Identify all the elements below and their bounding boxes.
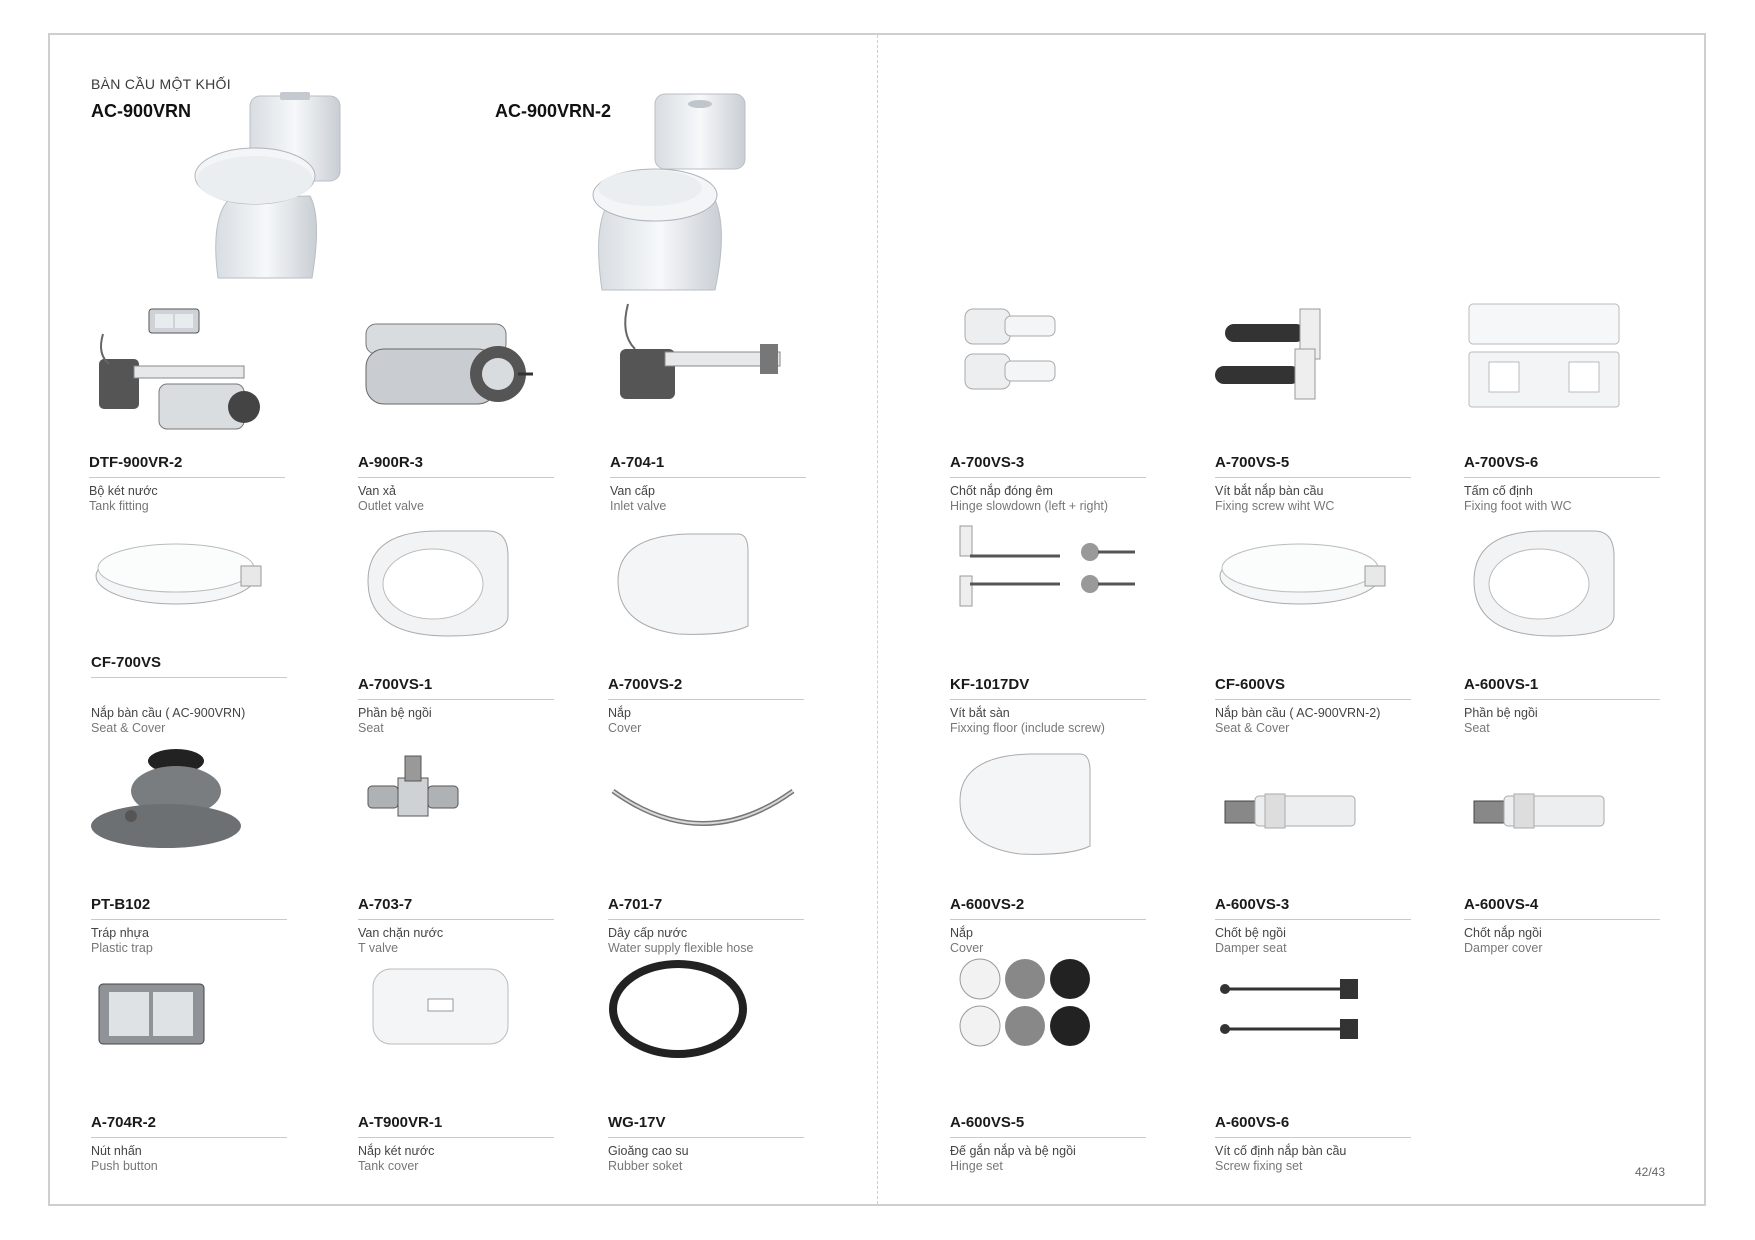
part-name-vi: Van chặn nước — [358, 926, 444, 940]
part-a-600vs-3 — [1215, 742, 1415, 955]
part-code: A-T900VR-1 — [358, 1114, 554, 1138]
part-name-vi: Vít cố định nắp bàn cầu — [1215, 1144, 1347, 1158]
part-a-t900vr-1 — [358, 960, 558, 1173]
rubber-gasket-icon — [608, 960, 808, 1108]
part-code: A-700VS-5 — [1215, 454, 1411, 478]
damper-icon — [1464, 742, 1664, 890]
series-title: BÀN CẦU MỘT KHỐI — [91, 76, 231, 92]
part-name-vi: Đế gắn nắp và bệ ngồi — [950, 1144, 1076, 1158]
part-name-en: Hinge set — [950, 1159, 1003, 1173]
part-name-en: Seat — [1464, 721, 1490, 735]
floor-screw-icon — [950, 522, 1150, 670]
screw-set-icon — [1215, 960, 1415, 1108]
part-a-700vs-6 — [1464, 300, 1664, 513]
part-name-vi: Vít bắt sàn — [950, 706, 1010, 720]
part-name-en: Screw fixing set — [1215, 1159, 1303, 1173]
part-code: A-704-1 — [610, 454, 806, 478]
tank-cover-icon — [358, 960, 558, 1108]
part-name-vi: Nắp bàn cầu ( AC-900VRN-2) — [1215, 706, 1381, 720]
page-number: 42/43 — [1635, 1165, 1666, 1179]
part-code: A-704R-2 — [91, 1114, 287, 1138]
outlet-valve-icon — [358, 300, 558, 448]
part-code: A-600VS-1 — [1464, 676, 1660, 700]
part-name-en: Rubber soket — [608, 1159, 683, 1173]
part-a-703-7 — [358, 742, 558, 955]
model-name-2: AC-900VRN-2 — [495, 101, 612, 121]
part-name-en: Damper seat — [1215, 941, 1287, 955]
part-a-600vs-1 — [1464, 522, 1664, 735]
part-name-en: Outlet valve — [358, 499, 425, 513]
plastic-trap-icon — [91, 742, 291, 890]
part-a-700vs-5 — [1215, 300, 1415, 513]
part-code: A-703-7 — [358, 896, 554, 920]
part-name-vi: Dây cấp nước — [608, 926, 688, 940]
part-cf-600vs — [1215, 522, 1415, 735]
part-code: CF-700VS — [91, 654, 287, 678]
part-a-700vs-1 — [358, 522, 558, 735]
part-kf-1017dv — [950, 522, 1150, 735]
part-name-en: Cover — [950, 941, 984, 955]
part-name-en: Tank cover — [358, 1159, 419, 1173]
part-code: A-600VS-2 — [950, 896, 1146, 920]
part-name-vi: Nắp két nước — [358, 1144, 435, 1158]
tank-fitting-icon — [89, 300, 289, 448]
push-button-icon — [91, 960, 291, 1108]
part-name-en: Water supply flexible hose — [608, 941, 754, 955]
part-name-vi: Vít bắt nắp bàn cầu — [1215, 484, 1324, 498]
part-name-en: Seat — [358, 721, 384, 735]
part-code: A-600VS-4 — [1464, 896, 1660, 920]
fixing-screw-icon — [1215, 300, 1415, 448]
part-code: A-600VS-6 — [1215, 1114, 1411, 1138]
part-name-en: Push button — [91, 1159, 158, 1173]
part-name-vi: Nút nhấn — [91, 1144, 142, 1158]
part-name-vi: Phần bệ ngồi — [358, 706, 432, 720]
model-name-1: AC-900VRN — [91, 101, 192, 121]
part-a-600vs-2 — [950, 742, 1150, 955]
seat-ring-icon — [1464, 522, 1664, 670]
part-wg-17v — [608, 960, 808, 1173]
part-name-vi: Tấm cố định — [1464, 484, 1533, 498]
part-cf-700vs — [91, 522, 291, 735]
part-name-en: Hinge slowdown (left + right) — [950, 499, 1109, 513]
hinge-slowdown-icon — [950, 300, 1150, 448]
part-name-vi: Nắp bàn cầu ( AC-900VRN) — [91, 706, 246, 720]
part-code: A-700VS-3 — [950, 454, 1146, 478]
lid-icon — [950, 742, 1150, 890]
part-code: DTF-900VR-2 — [89, 454, 285, 478]
part-name-en: Plastic trap — [91, 941, 153, 955]
t-valve-icon — [358, 742, 558, 890]
part-name-en: Fixxing floor (include screw) — [950, 721, 1105, 735]
toilet-ac-900vrn-2-image — [580, 90, 750, 300]
part-name-en: T valve — [358, 941, 399, 955]
part-name-vi: Nắp — [608, 706, 631, 720]
part-name-vi: Phần bệ ngồi — [1464, 706, 1538, 720]
part-a-600vs-6 — [1215, 960, 1415, 1173]
lid-icon — [608, 522, 808, 670]
part-code: CF-600VS — [1215, 676, 1411, 700]
part-code: A-700VS-6 — [1464, 454, 1660, 478]
part-a-700vs-3 — [950, 300, 1150, 513]
damper-icon — [1215, 742, 1415, 890]
part-name-en: Inlet valve — [610, 499, 667, 513]
seat-cover-icon — [1215, 522, 1415, 670]
part-code: WG-17V — [608, 1114, 804, 1138]
toilet-ac-900vrn-image — [180, 88, 350, 288]
part-name-en: Fixing screw wiht WC — [1215, 499, 1335, 513]
part-code: PT-B102 — [91, 896, 287, 920]
part-name-en: Tank fitting — [89, 499, 149, 513]
part-a-600vs-4 — [1464, 742, 1664, 955]
part-name-en: Cover — [608, 721, 642, 735]
part-code: A-600VS-3 — [1215, 896, 1411, 920]
seat-ring-icon — [358, 522, 558, 670]
part-name-en: Damper cover — [1464, 941, 1543, 955]
part-name-vi: Tráp nhựa — [91, 926, 149, 940]
part-dtf-900vr-2 — [89, 300, 289, 513]
hinge-set-icon — [950, 960, 1150, 1108]
part-a-900r-3 — [358, 300, 558, 513]
part-name-en: Fixing foot with WC — [1464, 499, 1572, 513]
part-code: A-900R-3 — [358, 454, 554, 478]
part-a-600vs-5 — [950, 960, 1150, 1173]
part-name-vi: Van xả — [358, 484, 396, 498]
part-code: A-700VS-2 — [608, 676, 804, 700]
part-code: A-700VS-1 — [358, 676, 554, 700]
part-name-vi: Nắp — [950, 926, 973, 940]
part-name-vi: Gioăng cao su — [608, 1144, 689, 1158]
part-name-vi: Chốt nắp đóng êm — [950, 484, 1053, 498]
part-a-704-1 — [610, 300, 810, 513]
page-spine — [877, 35, 878, 1204]
fixing-plate-icon — [1464, 300, 1664, 448]
inlet-valve-icon — [610, 300, 810, 448]
seat-cover-icon — [91, 522, 291, 670]
flexible-hose-icon — [608, 742, 808, 890]
part-code: A-701-7 — [608, 896, 804, 920]
part-pt-b102 — [91, 742, 291, 955]
part-name-en: Seat & Cover — [91, 721, 166, 735]
part-name-vi: Van cấp — [610, 484, 655, 498]
part-a-701-7 — [608, 742, 808, 955]
part-a-700vs-2 — [608, 522, 808, 735]
part-code: A-600VS-5 — [950, 1114, 1146, 1138]
part-name-en: Seat & Cover — [1215, 721, 1290, 735]
part-name-vi: Chốt nắp ngồi — [1464, 926, 1542, 940]
part-name-vi: Bộ két nước — [89, 484, 158, 498]
part-name-vi: Chốt bệ ngồi — [1215, 926, 1286, 940]
part-code: KF-1017DV — [950, 676, 1146, 700]
part-a-704r-2 — [91, 960, 291, 1173]
